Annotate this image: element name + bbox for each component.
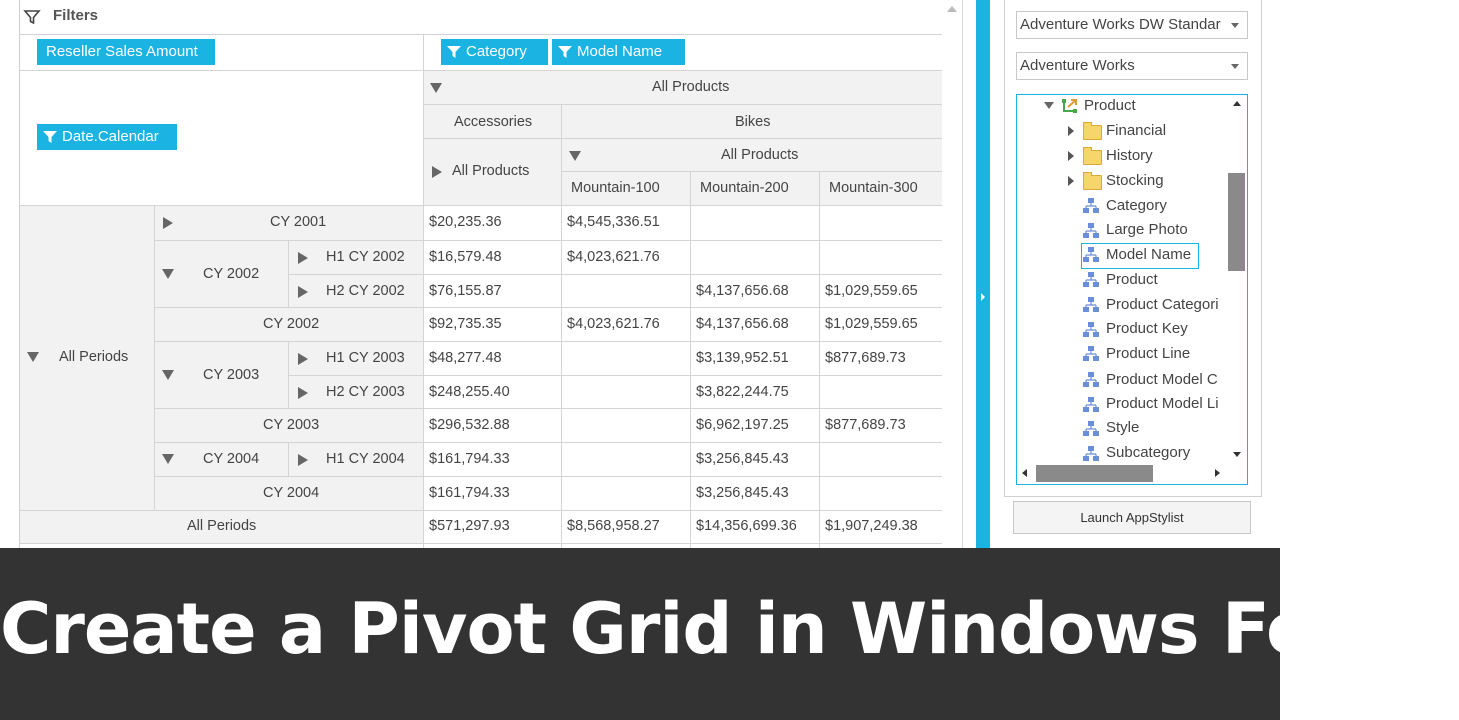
expand-financial-icon[interactable]: [1068, 126, 1074, 136]
tree-attr-product-category[interactable]: Product Categori: [1106, 296, 1219, 313]
splitter-arrow-icon[interactable]: [981, 293, 985, 301]
pivot-vertical-scrollbar[interactable]: [944, 0, 962, 548]
tree-attr-style[interactable]: Style: [1106, 419, 1140, 436]
expand-h2-cy2002-icon[interactable]: [298, 286, 308, 298]
data-field-chip[interactable]: [37, 39, 215, 65]
data-cell[interactable]: $4,545,336.51: [567, 214, 660, 230]
collapse-cy2002-icon[interactable]: [162, 269, 174, 279]
collapse-bikes-icon[interactable]: [569, 151, 581, 161]
filter-icon: [43, 130, 57, 144]
column-field-label: Category: [466, 43, 527, 60]
banner-title: Create a Pivot Grid in Windows Forms: [0, 588, 1459, 670]
expand-stocking-icon[interactable]: [1068, 176, 1074, 186]
column-header-mountain-300[interactable]: Mountain-300: [829, 180, 918, 196]
tree-vertical-scrollbar[interactable]: [1228, 96, 1245, 462]
hierarchy-icon: [1083, 247, 1099, 263]
data-cell[interactable]: $1,029,559.65: [825, 316, 918, 332]
column-field-chip-model-name[interactable]: [552, 39, 685, 65]
tree-attr-product-model-c[interactable]: Product Model C: [1106, 371, 1218, 388]
data-cell[interactable]: $3,256,845.43: [696, 485, 789, 501]
row-header-h1-cy2003: H1 CY 2003: [326, 350, 405, 366]
row-header-h1-cy2002: H1 CY 2002: [326, 249, 405, 265]
cube-combo[interactable]: [1016, 52, 1248, 80]
expand-h1-cy2003-icon[interactable]: [298, 353, 308, 365]
data-cell[interactable]: $161,794.33: [429, 451, 510, 467]
row-field-chip-date-calendar[interactable]: [37, 124, 177, 150]
panel-splitter[interactable]: [976, 0, 990, 548]
column-header-bikes-all: All Products: [721, 147, 799, 163]
expand-h1-cy2004-icon[interactable]: [298, 454, 308, 466]
row-header-cy2004-total: CY 2004: [263, 485, 320, 501]
chevron-down-icon[interactable]: [1231, 23, 1239, 28]
data-cell[interactable]: $6,962,197.25: [696, 417, 789, 433]
folder-icon: [1083, 125, 1102, 140]
data-cell[interactable]: $3,139,952.51: [696, 350, 789, 366]
tree-vertical-scroll-thumb[interactable]: [1228, 173, 1245, 271]
data-cell[interactable]: $76,155.87: [429, 283, 502, 299]
data-cell[interactable]: $1,029,559.65: [825, 283, 918, 299]
row-header-cy2003-total: CY 2003: [263, 417, 320, 433]
data-cell[interactable]: $877,689.73: [825, 417, 906, 433]
hierarchy-icon: [1083, 198, 1099, 214]
hierarchy-icon: [1083, 372, 1099, 388]
data-cell[interactable]: $571,297.93: [429, 518, 510, 534]
column-header-all-products: All Products: [652, 79, 730, 95]
filter-icon: [558, 45, 572, 59]
data-cell[interactable]: $1,907,249.38: [825, 518, 918, 534]
tree-folder-financial[interactable]: Financial: [1106, 122, 1167, 139]
expand-h2-cy2003-icon[interactable]: [298, 387, 308, 399]
column-field-label: Model Name: [577, 43, 663, 60]
row-header-grand-total: All Periods: [187, 518, 257, 534]
hierarchy-icon: [1083, 272, 1099, 288]
expand-history-icon[interactable]: [1068, 151, 1074, 161]
data-cell[interactable]: $4,023,621.76: [567, 316, 660, 332]
funnel-icon: [24, 9, 40, 25]
launch-appstylist-button[interactable]: Launch AppStylist: [1013, 501, 1251, 534]
data-cell[interactable]: $296,532.88: [429, 417, 510, 433]
data-cell[interactable]: $16,579.48: [429, 249, 502, 265]
data-source-combo-value: Adventure Works DW Standar: [1020, 16, 1221, 33]
tree-folder-history[interactable]: History: [1106, 147, 1153, 164]
data-cell[interactable]: $14,356,699.36: [696, 518, 797, 534]
collapse-cy2003-icon[interactable]: [162, 370, 174, 380]
collapse-product-icon[interactable]: [1044, 102, 1054, 109]
column-header-accessories-all: All Products: [452, 163, 530, 179]
hierarchy-icon: [1083, 223, 1099, 239]
row-header-cy2002-total: CY 2002: [263, 316, 320, 332]
column-header-accessories[interactable]: Accessories: [454, 114, 533, 130]
scroll-down-arrow-icon[interactable]: [1233, 452, 1241, 457]
row-header-h1-cy2004: H1 CY 2004: [326, 451, 405, 467]
scroll-up-arrow-icon[interactable]: [947, 6, 957, 12]
row-header-h2-cy2003: H2 CY 2003: [326, 384, 405, 400]
data-cell[interactable]: $92,735.35: [429, 316, 502, 332]
data-source-combo[interactable]: [1016, 11, 1248, 39]
tree-node-product[interactable]: Product: [1084, 97, 1136, 114]
tree-attr-product[interactable]: Product: [1106, 271, 1158, 288]
row-header-cy2003: CY 2003: [203, 367, 260, 383]
tree-attr-large-photo[interactable]: Large Photo: [1106, 221, 1188, 238]
tree-attr-model-name[interactable]: Model Name: [1106, 246, 1192, 263]
expand-h1-cy2002-icon[interactable]: [298, 252, 308, 264]
row-header-cy2004: CY 2004: [203, 451, 260, 467]
tree-attr-product-key[interactable]: Product Key: [1106, 320, 1188, 337]
hierarchy-icon: [1083, 346, 1099, 362]
filters-label: Filters: [53, 7, 99, 24]
data-cell[interactable]: $20,235.36: [429, 214, 502, 230]
tree-folder-stocking[interactable]: Stocking: [1106, 172, 1164, 189]
hierarchy-icon: [1083, 297, 1099, 313]
hierarchy-icon: [1083, 421, 1099, 437]
cube-combo-value: Adventure Works: [1020, 57, 1135, 74]
tree-attr-product-model-li[interactable]: Product Model Li: [1106, 395, 1219, 412]
tree-horizontal-scroll-thumb[interactable]: [1036, 465, 1153, 482]
data-cell[interactable]: $4,023,621.76: [567, 249, 660, 265]
column-header-bikes[interactable]: Bikes: [735, 114, 771, 130]
data-cell[interactable]: $48,277.48: [429, 350, 502, 366]
dimension-icon: [1060, 97, 1080, 115]
data-cell[interactable]: $4,137,656.68: [696, 316, 789, 332]
column-field-chip-category[interactable]: [441, 39, 548, 65]
pivot-right-border: [962, 0, 963, 548]
filter-icon: [447, 45, 461, 59]
data-cell[interactable]: $8,568,958.27: [567, 518, 660, 534]
hierarchy-icon: [1083, 397, 1099, 413]
row-header-cy2001: CY 2001: [270, 214, 327, 230]
collapse-all-periods-icon[interactable]: [27, 352, 39, 362]
row-header-cy2002: CY 2002: [203, 266, 260, 282]
data-field-label: Reseller Sales Amount: [46, 43, 198, 60]
hierarchy-icon: [1083, 322, 1099, 338]
column-header-mountain-100[interactable]: Mountain-100: [571, 180, 660, 196]
expand-cy2001-icon[interactable]: [163, 217, 173, 229]
tree-attr-subcategory[interactable]: Subcategory: [1106, 444, 1191, 461]
row-header-h2-cy2002: H2 CY 2002: [326, 283, 405, 299]
row-field-label: Date.Calendar: [62, 128, 159, 145]
scroll-left-arrow-icon[interactable]: [1022, 469, 1027, 477]
hierarchy-icon: [1083, 446, 1099, 462]
scroll-up-arrow-icon[interactable]: [1233, 101, 1241, 106]
data-cell[interactable]: $248,255.40: [429, 384, 510, 400]
collapse-cy2004-icon[interactable]: [162, 454, 174, 464]
scroll-right-arrow-icon[interactable]: [1215, 469, 1220, 477]
tree-attr-product-line[interactable]: Product Line: [1106, 345, 1191, 362]
data-cell[interactable]: $4,137,656.68: [696, 283, 789, 299]
expand-accessories-icon[interactable]: [432, 166, 442, 178]
row-header-all-periods: All Periods: [59, 349, 129, 365]
data-cell[interactable]: $3,822,244.75: [696, 384, 789, 400]
filter-area[interactable]: [20, 0, 942, 35]
column-header-mountain-200[interactable]: Mountain-200: [700, 180, 789, 196]
collapse-all-products-icon[interactable]: [430, 83, 442, 93]
title-banner: [0, 548, 1459, 720]
chevron-down-icon[interactable]: [1231, 64, 1239, 69]
folder-icon: [1083, 175, 1102, 190]
folder-icon: [1083, 150, 1102, 165]
data-cell[interactable]: $161,794.33: [429, 485, 510, 501]
tree-attr-category[interactable]: Category: [1106, 197, 1167, 214]
data-cell[interactable]: $3,256,845.43: [696, 451, 789, 467]
data-cell[interactable]: $877,689.73: [825, 350, 906, 366]
